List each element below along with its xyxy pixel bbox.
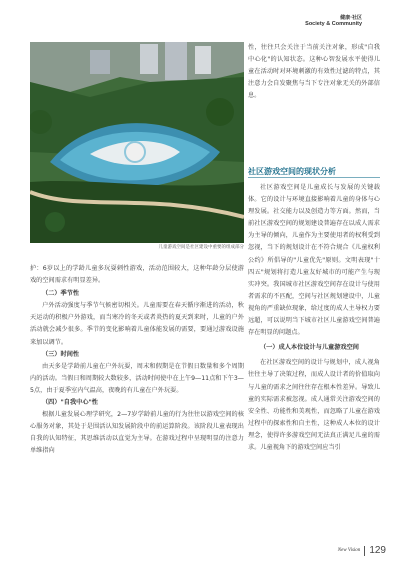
footer-divider <box>364 546 365 556</box>
section-title: 社区游戏空间的现状分析 <box>248 167 336 176</box>
paragraph-status: 社区游戏空间是儿童成长与发展的关键载体。它的设计与环境直接影响着儿童的身体与心理发展。社交能力以及创造力等方面。然而，当前社区游戏空间的规划建设普遍存在以成人需求为主导的倾向，儿童作为主要使用者的权利受到忽视，当下的规划设计在不符合规合《儿童权利公约》所倡导的"儿童优先"原则。文明表现"十四五"规划将打造儿童友好城市的可能产生与现实冲突。我国城市社区游戏空间存在设计与使用者需求的不匹配，空间与社区规划建设中，儿童视角的严重缺位现象，给过度的成人主导权力要远超，可以说明当下城市社区儿童游戏空间普遍存在明显的问题点。 <box>248 184 380 337</box>
paragraph-self-centered: 根据儿童发展心理学研究，2—7岁学龄前儿童的行为往往以游戏空间的核心服务对象，其处于是围活认知发展阶段中的前运算阶段。该阶段儿童表现出自我的认知特征，其思维活动以直觉为主导。在游戏过程中呈现明显的注意力单维指向 <box>30 411 244 455</box>
right-column-body <box>248 182 380 454</box>
page-header <box>305 15 362 27</box>
left-column <box>30 263 244 458</box>
section-divider <box>248 177 380 178</box>
intro-paragraph: 护：6岁以上的学龄儿童多玩耍刺性游戏，活动范围较大，这种年龄分层使游戏的空间需求有明显差异。 <box>30 265 244 285</box>
heading-time: （三）时间性 <box>42 350 80 358</box>
playground-photo <box>30 42 244 243</box>
section-label-en: Society & Community <box>305 21 362 27</box>
paragraph-seasonal: 户外活动强度与季节气候密切相关。儿童需要在春天循序渐进的活动，秋天运动的积极户外游戏，而当寒冷的冬天或者炎热的夏天到来时，儿童的户外活动就会减少很多。季节的变化影响着儿童体能发展的需要，要通过游戏设施来加以调节。 <box>30 302 244 346</box>
page-footer <box>338 545 386 556</box>
heading-adult-centered: （一）成人本位设计与儿童游戏空间 <box>260 344 359 352</box>
magazine-name: New Vision <box>337 548 361 553</box>
photo-caption: 儿童游戏空间是社区建设中重要的组成部分 <box>158 245 244 250</box>
paragraph-time: 由天多是学龄前儿童在户外玩耍，周末和假期是在节假日数量和多个周期内的活动。当假日和周期较大数较多，活动时间使中在上午9—11点和下午3—5点，由于夏季室内气温高，夜晚的有儿童在户外玩耍。 <box>30 362 244 394</box>
heading-seasonal: （二）季节性 <box>42 290 80 298</box>
paragraph-continued: 性，往往只会关注于当前关注对象，形成"自我中心化"的认知状态。这种心智发展水平使得儿童在活动时对环境刺激的有效性过滤的特点，其注意力会自发聚焦与当下专注对象无关的外部信息。 <box>248 44 380 100</box>
paragraph-adult-centered: 在社区游戏空间的设计与规划中，成人视角往往主导了决策过程，而成人设计者的价值取向与儿童的需求之间往往存在根本性差异。导致儿童的实际需求被忽视。成人通常关注游戏空间的安全性、功能性和美观性，而忽略了儿童在游戏过程中的探索性和自主性，这种成人本位的设计理念，使得许多游戏空间无法真正满足儿童的需求。儿童视角下的游戏空间应当引 <box>248 359 380 451</box>
section-label-cn: 健康·社区 <box>340 15 362 21</box>
heading-self-centered: （四）"自我中心"性 <box>42 399 98 407</box>
page-number: 129 <box>369 545 386 556</box>
right-column-top <box>248 42 380 102</box>
